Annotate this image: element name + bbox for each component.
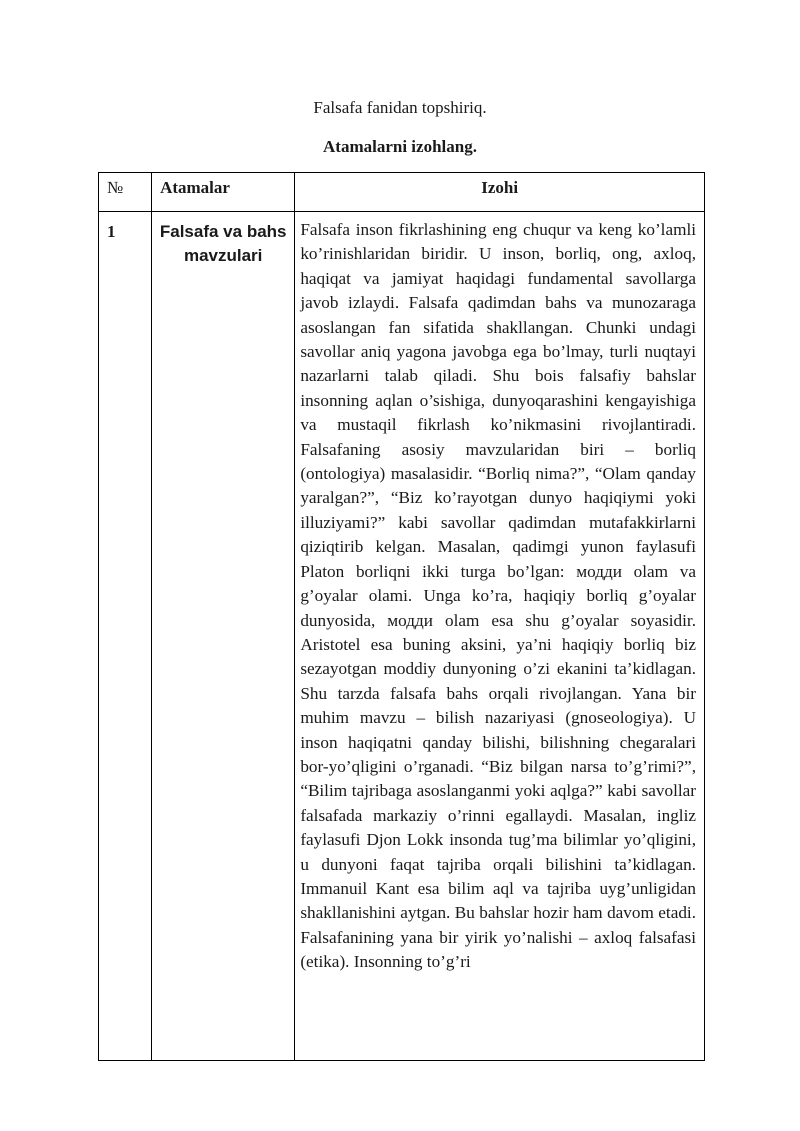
header-term: Atamalar bbox=[152, 173, 295, 212]
table-header-row bbox=[99, 173, 705, 212]
row-number: 1 bbox=[99, 212, 152, 1061]
row-explanation: Falsafa inson fikrlashining eng chuqur va keng ko’lamli ko’rinishlaridan biridir. U inson, borliq, ong, axloq, haqiqat va jamiyat haqidagi fundamental savollarga javob izlaydi. Falsafa qadimdan bahs va munozaraga asoslangan fan sifatida shakllangan. Chunki undagi savollar aniq yagona javobga ega bo’lmay, turli nuqtayi nazarlarni talab qiladi. Shu bois falsafiy bahslar insonning aqlan o’sishiga, dunyoqarashini kengayishiga va mustaqil fikrlash ko’nikmasini rivojlantiradi. Falsafaning asosiy mavzularidan biri – borliq (ontologiya) masalasidir. “Borliq nima?”, “Olam qanday yaralgan?”, “Biz ko’rayotgan dunyo haqiqiymi yoki illuziyami?” kabi savollar qadimdan mutafakkirlarni qiziqtirib kelgan. Masalan, qadimgi yunon faylasufi Platon borliqni ikki turga bo’lgan: модди olam va g’oyalar olami. Unga ko’ra, haqiqiy borliq g’oyalar dunyosida, модди olam esa shu g’oyalar soyasidir. Aristotel esa buning aksini, ya’ni haqiqiy borliq biz sezayotgan moddiy dunyoning o’zi ekanini ta’kidlagan. Shu tarzda falsafa bahs orqali rivojlangan. Yana bir muhim mavzu – bilish nazariyasi (gnoseologiya). U inson haqiqatni qanday bilishi, bilishning chegaralari bor-yo’qligini o’rganadi. “Biz bilgan narsa to’g’rimi?”, “Bilim tajribaga asoslanganmi yoki aqlga?” kabi savollar falsafada markaziy o’rinni egallaydi. Masalan, ingliz faylasufi Djon Lokk insonda tug’ma bilimlar yo’qligini, u dunyoni faqat tajriba orqali bilishini ta’kidlagan. Immanuil Kant esa bilim aql va tajriba uyg’unligidan shakllanishini aytgan. Bu bahslar hozir ham davom etadi. Falsafanining yana bir yirik yo’nalishi – axloq falsafasi (etika). Insonning to’g’ri bbox=[300, 220, 696, 972]
table-row bbox=[99, 212, 705, 1061]
row-term: Falsafa va bahs mavzulari bbox=[152, 212, 295, 1061]
row-explanation-cell bbox=[295, 212, 705, 1061]
header-explanation: Izohi bbox=[295, 173, 705, 212]
task-heading: Atamalarni izohlang. bbox=[323, 137, 477, 156]
terms-table bbox=[98, 172, 705, 1061]
subject-line: Falsafa fanidan topshiriq. bbox=[313, 98, 487, 117]
header-number: № bbox=[99, 173, 152, 212]
